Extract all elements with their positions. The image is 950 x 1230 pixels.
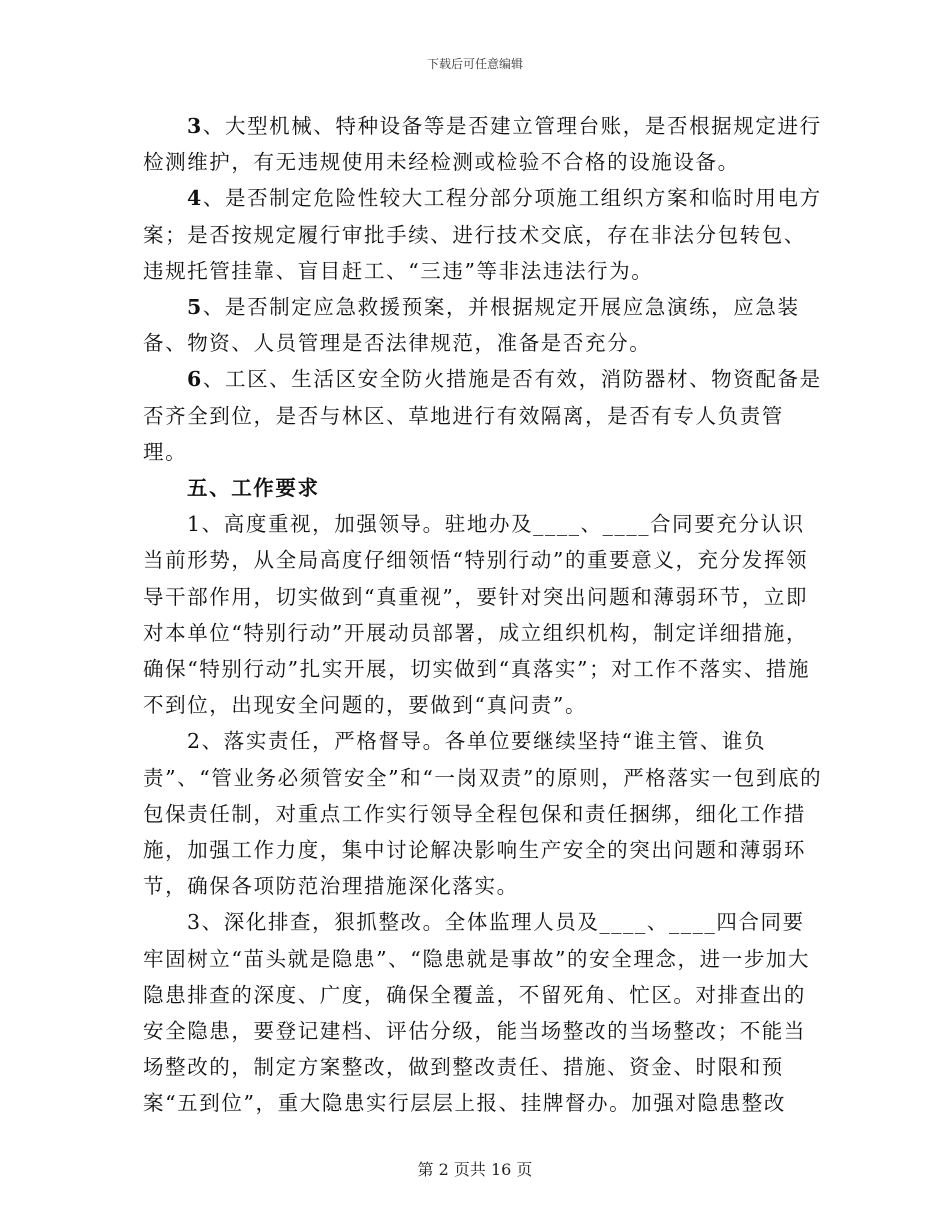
item-number: 4 [187,186,203,211]
document-body [143,108,823,1122]
section-heading: 五、工作要求 [187,476,320,501]
check-item-6 [143,361,823,470]
item-text: 、工区、生活区安全防火措施是否有效，消防器材、物资配备是否齐全到位，是否与林区、草地进行有效隔离，是否有专人负责管理。 [143,367,822,464]
check-item-5 [143,289,823,361]
item-text: 、是否制定危险性较大工程分部分项施工组织方案和临时用电方案；是否按规定履行审批手续、进行技术交底，存在非法分包转包、违规托管挂靠、盲目赶工、“三违”等非法违法行为。 [143,186,822,283]
check-item-4 [143,180,823,289]
page-header-note: 下载后可任意编辑 [426,57,523,71]
item-number: 5 [187,295,203,320]
requirement-2: 2、落实责任，严格督导。各单位要继续坚持“谁主管、谁负责”、“管业务必须管安全”和“一岗双责”的原则，严格落实一包到底的包保责任制，对重点工作实行领导全程包保和责任捆绑，细化工作措施，加强工作力度，集中讨论解决影响生产安全的突出问题和薄弱环节，确保各项防范治理措施深化落实。 [143,729,823,899]
item-text: 、大型机械、特种设备等是否建立管理台账，是否根据规定进行检测维护，有无违规使用未经检测或检验不合格的设施设备。 [143,114,822,175]
requirement-1: 1、高度重视，加强领导。驻地办及____、____合同要充分认识当前形势，从全局高度仔细领悟“特别行动”的重要意义，充分发挥领导干部作用，切实做到“真重视”，要针对突出问题和薄弱环节，立即对本单位“特别行动”开展动员部署，成立组织机构，制定详细措施，确保“特别行动”扎实开展，切实做到“真落实”；对工作不落实、措施不到位，出现安全问题的，要做到“真问责”。 [143,512,811,718]
item-text: 、是否制定应急救援预案，并根据规定开展应急演练，应急装备、物资、人员管理是否法律规范，准备是否充分。 [143,295,800,356]
check-item-3 [143,108,823,180]
item-number: 6 [187,367,203,392]
item-number: 3 [187,114,203,138]
requirement-3: 3、深化排查，狠抓整改。全体监理人员及____、____四合同要牢固树立“苗头就是隐患”、“隐患就是事故”的安全理念，进一步加大隐患排查的深度、广度，确保全覆盖，不留死角、忙区。对排查出的安全隐患，要登记建档、评估分级，能当场整改的当场整改；不能当场整改的，制定方案整改，做到整改责任、措施、资金、时限和预案“五到位”，重大隐患实行层层上报、挂牌督办。加强对隐患整改 [143,910,811,1116]
page-number-footer: 第 2 页共 16 页 [417,1160,533,1179]
